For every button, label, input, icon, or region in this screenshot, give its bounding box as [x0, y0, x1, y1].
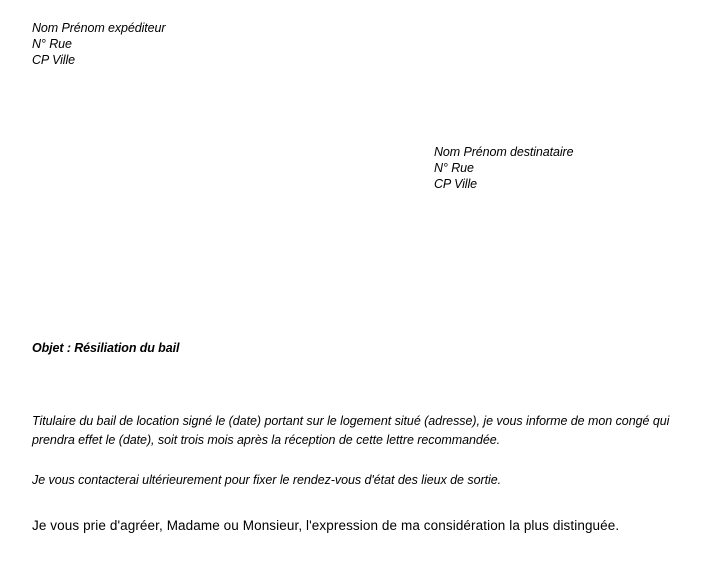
- body-paragraph-2: Je vous contacterai ultérieurement pour fixer le rendez-vous d'état des lieux de sortie.: [32, 473, 502, 487]
- body-paragraph-1: Titulaire du bail de location signé le (date) portant sur le logement situé (adresse), je vous informe de mon congé qui prendra effet le (date), soit trois mois après la réception de cette lettre recommandée.: [32, 414, 670, 447]
- recipient-city: CP Ville: [434, 177, 477, 191]
- recipient-name: Nom Prénom destinataire: [434, 145, 574, 159]
- sender-address-block: [32, 20, 165, 68]
- sender-name: Nom Prénom expéditeur: [32, 21, 166, 35]
- recipient-street: N° Rue: [434, 161, 474, 175]
- subject-line: Objet : Résiliation du bail: [32, 341, 180, 355]
- recipient-address-block: [434, 144, 573, 192]
- sender-city: CP Ville: [32, 53, 75, 67]
- body-paragraph-3: Je vous prie d'agréer, Madame ou Monsieur, l'expression de ma considération la plus distinguée.: [32, 518, 620, 533]
- sender-street: N° Rue: [32, 37, 72, 51]
